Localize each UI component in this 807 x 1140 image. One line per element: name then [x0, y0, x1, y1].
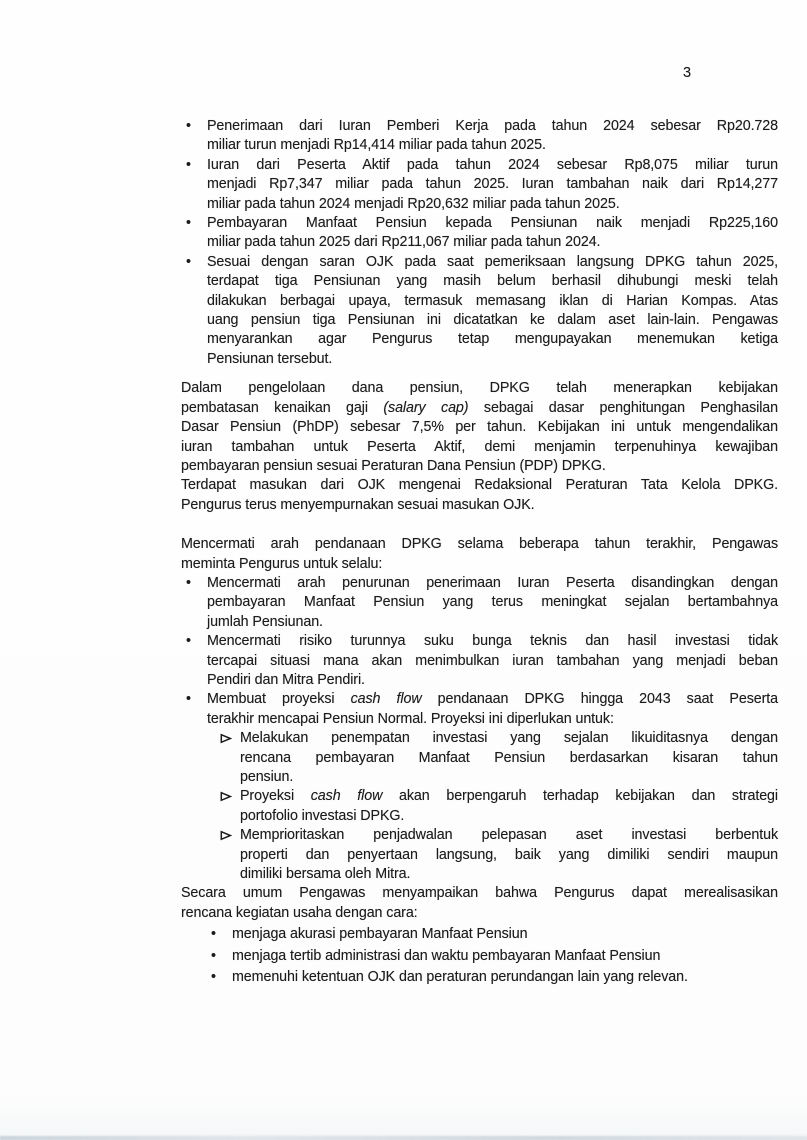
sub-list-item	[207, 729, 778, 787]
bullet-icon: •	[186, 633, 191, 650]
text-run: pembatasan kenaikan gaji	[181, 399, 384, 416]
list-item	[181, 156, 778, 214]
text-run: pendanaan DPKG hingga 2043 saat Peserta	[421, 691, 779, 708]
list-item-text	[207, 117, 778, 156]
text-line: meminta Pengurus untuk selalu:	[181, 555, 383, 572]
text-line: Sesuai dengan saran OJK pada saat pemeriksaan langsung DPKG tahun 2025,	[207, 253, 778, 270]
text-line: Mencermati arah pendanaan DPKG selama beberapa tahun terakhir, Pengawas	[181, 536, 778, 553]
bullet-icon: •	[186, 253, 191, 270]
bullet-icon: •	[211, 969, 216, 986]
text-line: miliar turun menjadi Rp14,414 miliar pada tahun 2025.	[207, 137, 546, 154]
list-item	[181, 925, 778, 944]
text-line	[240, 787, 778, 806]
scan-bottom-edge-artifact	[0, 1136, 807, 1140]
bullet-icon: •	[211, 947, 216, 964]
bullet-icon: •	[186, 215, 191, 232]
italic-text-run: cash flow	[350, 691, 422, 708]
list-item	[181, 632, 778, 690]
sub-list-item	[207, 826, 778, 884]
text-line: portofolio investasi DPKG.	[240, 807, 405, 824]
italic-text-run: cash flow	[310, 788, 383, 805]
list-item-text	[207, 253, 778, 369]
text-line: Dalam pengelolaan dana pensiun, DPKG telah menerapkan kebijakan	[181, 380, 778, 397]
list-item-text	[240, 729, 778, 787]
text-line: miliar pada tahun 2024 menjadi Rp20,632 miliar pada tahun 2025.	[207, 195, 620, 212]
list-item	[181, 117, 778, 156]
text-line: uang pensiun tiga Pensiunan ini dicatatkan ke dalam aset lain-lain. Pengawas	[207, 312, 778, 329]
text-line	[181, 399, 778, 418]
ojk-feedback-paragraph	[181, 476, 778, 515]
text-line: Pengurus terus menyempurnakan sesuai masukan OJK.	[181, 496, 535, 513]
sub-list-item	[207, 787, 778, 826]
text-line: terdapat tiga Pensiunan yang masih belum berhasil dihubungi meski telah	[207, 273, 778, 290]
text-line: pembayaran Manfaat Pensiun yang terus meningkat sejalan bertambahnya	[207, 594, 778, 611]
arrow-bullet-icon	[220, 787, 240, 802]
bullet-icon: •	[211, 926, 216, 943]
list-item	[181, 253, 778, 369]
closing-list	[181, 925, 778, 987]
text-line: Secara umum Pengawas menyampaikan bahwa Pengurus dapat merealisasikan	[181, 885, 778, 902]
bullet-icon: •	[186, 574, 191, 591]
list-item-text	[207, 156, 778, 214]
funding-review-list	[181, 574, 778, 885]
list-item	[181, 947, 778, 966]
arrow-bullet-icon	[220, 729, 240, 744]
text-line: Iuran dari Peserta Aktif pada tahun 2024 sebesar Rp8,075 miliar turun	[207, 156, 778, 173]
closing-intro	[181, 884, 778, 923]
text-line: Dasar Pensiun (PhDP) sebesar 7,5% per tahun. Kebijakan ini untuk mengendalikan	[181, 419, 778, 436]
list-item	[181, 574, 778, 632]
text-line: Pembayaran Manfaat Pensiun kepada Pensiunan naik menjadi Rp225,160	[207, 215, 778, 232]
text-line: rencana pembayaran Manfaat Pensiun berdasarkan kisaran tahun	[240, 749, 778, 766]
text-line: dilakukan berbagai upaya, termasuk memasang iklan di Harian Kompas. Atas	[207, 292, 778, 309]
bullet-icon: •	[186, 156, 191, 173]
text-line: miliar pada tahun 2025 dari Rp211,067 miliar pada tahun 2024.	[207, 234, 601, 251]
list-item-text	[240, 826, 778, 884]
page-content	[181, 117, 778, 987]
text-line: rencana kegiatan usaha dengan cara:	[181, 904, 418, 921]
text-line: iuran tambahan untuk Peserta Aktif, demi menjamin terpenuhinya kewajiban	[181, 438, 778, 455]
text-line: Terdapat masukan dari OJK mengenai Redaksional Peraturan Tata Kelola DPKG.	[181, 477, 778, 494]
text-line: jumlah Pensiunan.	[207, 613, 323, 630]
text-run: Proyeksi	[240, 788, 311, 805]
text-line: terakhir mencapai Pensiun Normal. Proyeksi ini diperlukan untuk:	[207, 710, 614, 727]
bullet-icon: •	[186, 118, 191, 134]
text-line: properti dan penyertaan langsung, baik yang dimiliki sendiri maupun	[240, 846, 778, 863]
bullet-icon: •	[186, 691, 191, 708]
list-item-text	[207, 214, 778, 253]
financial-summary-list	[181, 117, 778, 369]
text-line: pensiun.	[240, 769, 294, 785]
text-line	[207, 690, 778, 709]
text-run: Membuat proyeksi	[207, 691, 351, 708]
text-run: akan berpengaruh terhadap kebijakan dan strategi	[382, 788, 778, 805]
list-item-text	[207, 690, 778, 884]
text-line: Penerimaan dari Iuran Pemberi Kerja pada tahun 2024 sebesar Rp20.728	[207, 118, 778, 134]
text-line: pembayaran pensiun sesuai Peraturan Dana Pensiun (PDP) DPKG.	[181, 457, 606, 474]
text-line: Mencermati arah penurunan penerimaan Iuran Peserta disandingkan dengan	[207, 574, 778, 591]
page-number: 3	[683, 65, 691, 81]
text-run: sebagai dasar penghitungan Penghasilan	[468, 399, 779, 416]
projection-sublist	[207, 729, 778, 884]
salary-cap-paragraph	[181, 379, 778, 476]
text-line: Melakukan penempatan investasi yang sejalan likuiditasnya dengan	[240, 730, 778, 747]
text-line: dimiliki bersama oleh Mitra.	[240, 866, 411, 883]
list-item	[181, 214, 778, 253]
text-line: tercapai situasi mana akan menimbulkan iuran tambahan yang menjadi beban	[207, 652, 778, 669]
arrow-bullet-icon	[220, 826, 240, 841]
text-line: Pensiunan tersebut.	[207, 350, 333, 367]
list-item-text	[207, 574, 778, 632]
list-item	[181, 690, 778, 884]
text-line: menjaga tertib administrasi dan waktu pembayaran Manfaat Pensiun	[232, 947, 661, 964]
text-line: menyarankan agar Pengurus tetap mengupayakan menemukan ketiga	[207, 331, 778, 348]
text-line: menjaga akurasi pembayaran Manfaat Pensiun	[232, 926, 528, 943]
text-line: menjadi Rp7,347 miliar pada tahun 2025. Iuran tambahan naik dari Rp14,277	[207, 176, 778, 193]
list-item	[181, 968, 778, 987]
text-line: Memprioritaskan penjadwalan pelepasan aset investasi berbentuk	[240, 827, 778, 844]
funding-review-intro	[181, 535, 778, 574]
list-item-text	[240, 787, 778, 826]
text-line: Pendiri dan Mitra Pendiri.	[207, 671, 365, 688]
list-item-text	[207, 632, 778, 690]
text-line: memenuhi ketentuan OJK dan peraturan perundangan lain yang relevan.	[232, 969, 688, 986]
italic-text-run: (salary cap)	[383, 399, 469, 416]
text-line: Mencermati risiko turunnya suku bunga teknis dan hasil investasi tidak	[207, 633, 778, 650]
